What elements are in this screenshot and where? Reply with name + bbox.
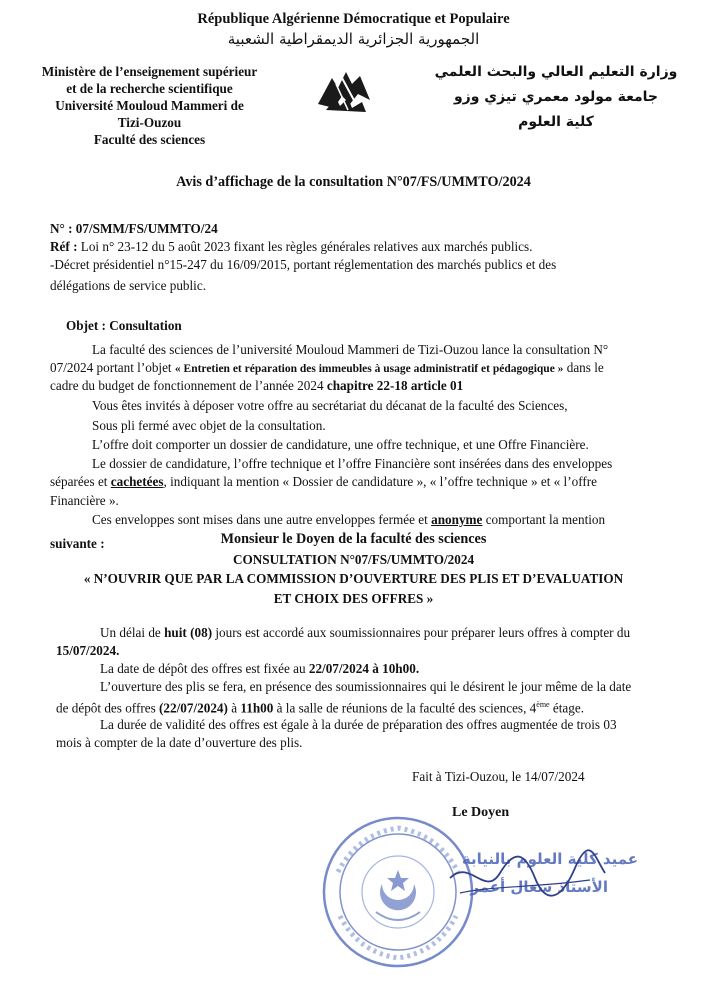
ministry-block-fr (12, 63, 287, 148)
faculty-line: Faculté des sciences (93, 132, 206, 147)
place-and-date: Fait à Tizi-Ouzou, le 14/07/2024 (412, 769, 585, 784)
ref-law-text: Loi n° 23-12 du 5 août 2023 fixant les règles générales relatives aux marchés publics. (77, 239, 533, 254)
ministry-block-ar (420, 60, 692, 135)
text-segment: de dépôt des offres (56, 700, 160, 716)
opening-paragraph: L’ouverture des plis se fera, en présence des soumissionnaires qui le désirent le jour même de la date (100, 679, 632, 694)
reference-decree-cont: délégations de service public. (50, 278, 206, 293)
text-segment: étage. (549, 700, 585, 716)
emphasis-cachetees: cachetées (110, 474, 164, 489)
opening-time: 11h00 (240, 700, 274, 716)
text-segment: , indiquant la mention (163, 474, 283, 489)
body-paragraph-1-line-2 (50, 359, 604, 378)
university-city-line: Tizi-Ouzou (117, 115, 182, 130)
university-line: Université Mouloud Mammeri de (55, 98, 244, 113)
text-segment: cadre du budget de fonctionnement de l’année 2024 (50, 378, 327, 393)
delay-start-date: 15/07/2024. (56, 643, 120, 658)
body-paragraph-5-line-3: Financière ». (50, 493, 119, 508)
validity-paragraph: La durée de validité des offres est égale à la durée de préparation des offres augmentée de trois 03 (100, 717, 617, 732)
body-paragraph-5: Le dossier de candidature, l’offre technique et l’offre Financière sont insérées dans des enveloppes (92, 456, 613, 471)
deposit-date-paragraph (100, 660, 419, 678)
body-paragraph-1-line-3 (50, 377, 463, 395)
text-segment: à la salle de réunions de la faculté des sciences, 4 (273, 700, 537, 716)
faculty-line-ar: كلية العلوم (518, 114, 594, 130)
text-segment: La date de dépôt des offres est fixée au (100, 661, 309, 676)
body-paragraph-3: Sous pli fermé avec objet de la consultation. (92, 418, 326, 433)
dean-stamp-text: عميد كلية العلوم بالنيابة (461, 850, 638, 868)
university-logo (312, 64, 378, 124)
text-segment: Ces enveloppes sont mises dans une autre enveloppes fermée et (92, 512, 432, 527)
reference-law (50, 238, 532, 256)
body-paragraph-6-line-2: suivante : (50, 536, 105, 551)
opening-paragraph-line-2 (56, 696, 584, 717)
republic-title-ar: الجمهورية الجزائرية الديمقراطية الشعبية (227, 30, 480, 48)
floor-ordinal: ème (536, 700, 550, 709)
body-paragraph-1: La faculté des sciences de l’université Mouloud Mammeri de Tizi-Ouzou lance la consultation N° (92, 342, 609, 357)
body-paragraph-4: L’offre doit comporter un dossier de candidature, une offre technique, et une Offre Financière. (92, 437, 589, 452)
text-segment: jours est accordé aux soumissionnaires pour préparer leurs offres à compter du (212, 625, 631, 640)
mention-warning-cont: ET CHOIX DES OFFRES » (273, 591, 434, 606)
text-segment: séparées et (50, 474, 111, 489)
text-segment: à (227, 700, 241, 716)
deposit-date: 22/07/2024 à 10h00. (308, 661, 420, 676)
emphasis-anonyme: anonyme (431, 512, 483, 527)
dean-name-stamp: الأستاذ سعال أعمر (470, 878, 608, 896)
objet-heading: Objet : Consultation (66, 318, 182, 333)
body-paragraph-6 (92, 511, 605, 529)
budget-chapter: chapitre 22-18 article 01 (326, 378, 464, 393)
body-paragraph-5-line-2 (50, 473, 597, 491)
body-paragraph-2: Vous êtes invités à déposer votre offre au secrétariat du décanat de la faculté des Sciences, (92, 398, 568, 413)
reference-number: N° : 07/SMM/FS/UMMTO/24 (50, 221, 218, 236)
ministry-line: Ministère de l’enseignement supérieur (41, 64, 258, 79)
delay-paragraph (100, 624, 630, 642)
text-segment: 07/2024 portant l’objet (50, 360, 175, 375)
text-segment: Un délai de (100, 625, 165, 640)
reference-decree: -Décret présidentiel n°15-247 du 16/09/2015, portant réglementation des marchés publics et des (50, 257, 557, 272)
text-segment: « Dossier de candidature », « l’offre technique » et « l’offre (282, 474, 597, 489)
handwritten-signature (440, 838, 610, 918)
republic-title-fr: République Algérienne Démocratique et Populaire (197, 11, 510, 27)
ref-label: Réf : (50, 239, 78, 254)
signatory-title: Le Doyen (452, 805, 510, 820)
text-segment: dans le (563, 360, 604, 375)
consultation-object: « Entretien et réparation des immeubles à usage administratif et pédagogique » (174, 363, 564, 375)
validity-paragraph-line-2: mois à compter de la date d’ouverture des plis. (56, 735, 303, 750)
mention-warning: « N’OUVRIR QUE PAR LA COMMISSION D’OUVERTURE DES PLIS ET D’EVALUATION (83, 571, 624, 586)
university-line-ar: جامعة مولود معمري تيزي وزو (453, 89, 659, 105)
opening-date: (22/07/2024) (159, 700, 228, 716)
ministry-line-ar: وزارة التعليم العالي والبحث العلمي (434, 64, 678, 80)
document-title: Avis d’affichage de la consultation N°07/FS/UMMTO/2024 (176, 174, 531, 190)
mention-consultation: CONSULTATION N°07/FS/UMMTO/2024 (232, 552, 475, 567)
mention-addressee: Monsieur le Doyen de la faculté des sciences (220, 531, 487, 547)
ministry-line: et de la recherche scientifique (66, 81, 233, 96)
delay-days: huit (08) (164, 625, 213, 640)
text-segment: comportant la mention (482, 512, 606, 527)
